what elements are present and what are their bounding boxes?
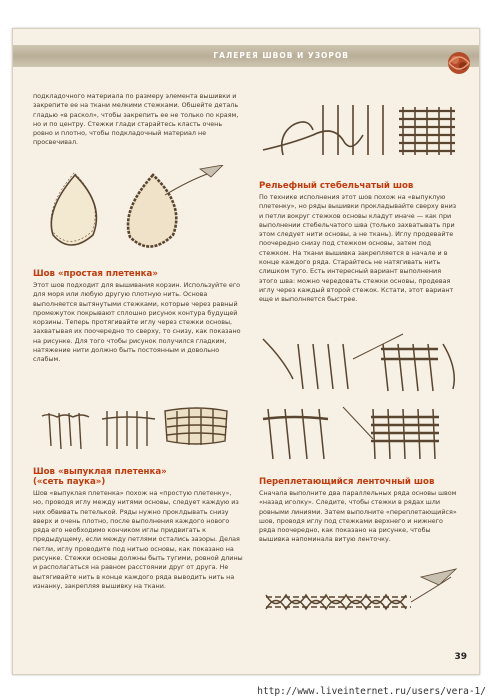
plain-weave-text: Этот шов подходит для вышивания корзин. Используйте его для моря или любую другую плотную нить. Основа выполняется вытянутыми стежками, которые через равный промежуток покрывают сплошно рисунок контура будущей корзины. Теперь протягивайте иглу через стежки основы, захватывая их поочередно то сверху, то снизу, как показано на рисунке. Для того чтобы рисунок получился гладким, натяжение нити должно быть постоянным и довольно слабым. (33, 281, 241, 364)
raised-weave-title: Шов «выпуклая плетенка» (33, 467, 167, 477)
raised-stem-top-illustration (253, 95, 463, 173)
raised-weave-text: Шов «выпуклая плетенка» похож на «простую плетенку», но, проводя иглу между нитями основы, следует каждую из них обвивать петелькой. Ряды нужно проклдывать снизу вверх и очень плотно, после выполнения каждого нового ряда его необходимо кончиком иглы придвигать к предыдущему, если между петлями остались зазоры. Делая петли, иглу проводите под нитью основы, как показано на рисунке. Стежки основы должны быть тугими, ровной длины и располагаться на равном расстоянии друг от друга. Не вытягивайте нить в конце каждого ряда выводить нить на изнанку, закрепляя вышивку на ткани. (33, 489, 243, 590)
book-page (12, 28, 480, 675)
plain-weave-illustration (37, 391, 237, 461)
raised-stem-text: По технике исполнения этот шов похож на «выпуклую плетенку», но ряды вышивки прокладывайте сверху вниз и петли вокруг стежков основы кладут иначе — как при выполнении стебельчатого шва (только захватывать при этом следует нити основы, а не ткань). Иглу продевайте поочередно снизу под стежком основы, затем под стежком. На ткани вышивка закрепляется в начале и в конце каждого ряда. Старайтесь не натягивать нить слишком туго. Есть интересный вариант выполнения этого шва: можно чередовать стежки основы, продевая иглу через каждый второй стежок. Кстати, этот вариант еще и выполняется быстрее. (259, 193, 457, 304)
interlaced-ribbon-section (259, 477, 459, 545)
raised-stem-section (259, 181, 459, 305)
interlaced-ribbon-text: Сначала выполните два параллельных ряда основы швом «назад иголку». Следите, чтобы стежки в рядах шли ровными линиями. Затем выполните «переплетающийся» шов, проводя иглу под стежками верхнего и нижнего ряда поочередно, как показано на рисунке, чтобы вышивка напоминала витую ленточку. (259, 489, 457, 544)
raised-stem-title: Рельефный стебельчатый шов (259, 181, 414, 191)
watermark-url: http://www.liveinternet.ru/users/vera-1/ (257, 686, 486, 697)
raised-weave-subtitle: («сеть паука») (33, 477, 106, 487)
plain-weave-section (33, 269, 243, 365)
raised-weave-section (33, 467, 243, 591)
plain-weave-title: Шов «простая плетенка» (33, 269, 158, 279)
leaf-illustration (35, 165, 235, 260)
page-number: 39 (454, 652, 467, 662)
knot-ornament-icon (445, 49, 473, 77)
interlaced-ribbon-illustration (261, 567, 461, 627)
raised-stem-illustration (253, 329, 465, 471)
intro-text: подкладочного материала по размеру элемента вышивки и закрепите ее на ткани мелкими стежками. Обшейте деталь гладью «в раскол», чтобы закрепить ее не только по краям, но и по центру. Стежки глади старайтесь класть очень ровно и плотно, чтобы подкладочный материал не просвечивал. (33, 92, 239, 147)
header-title: ГАЛЕРЕЯ ШВОВ И УЗОРОВ (213, 51, 349, 60)
interlaced-ribbon-title: Переплетающийся ленточный шов (259, 477, 435, 487)
intro-block (33, 92, 243, 148)
